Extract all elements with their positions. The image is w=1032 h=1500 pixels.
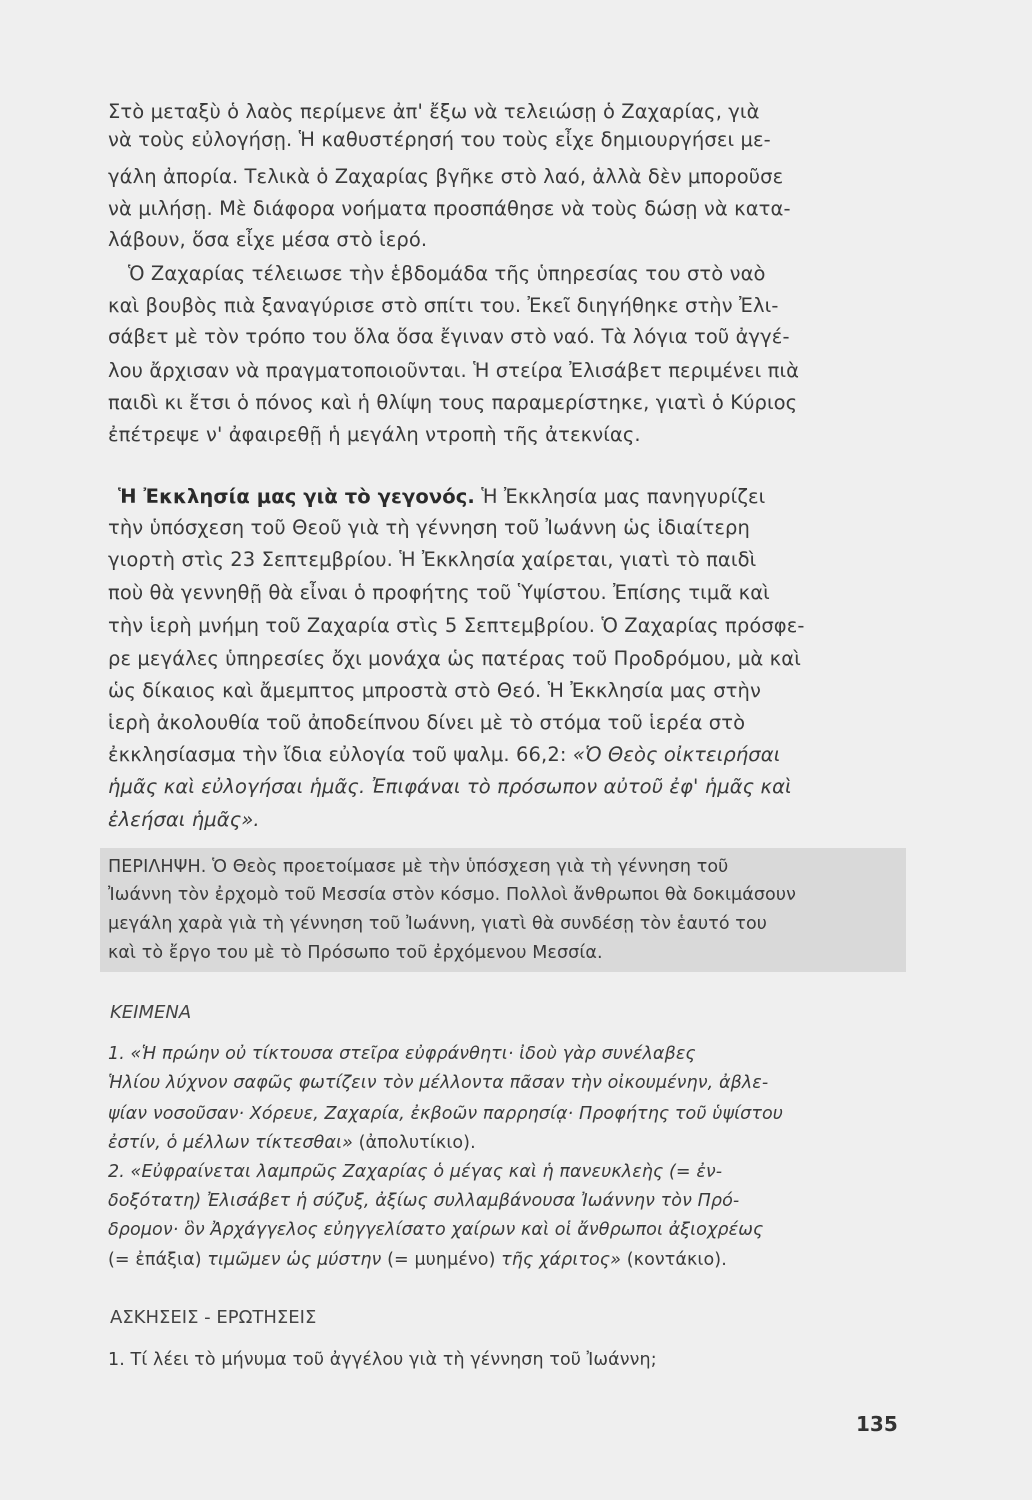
text-line: Ὁ Ζαχαρίας τέλειωσε τὴν ἑβδομάδα τῆς ὑπηρεσίας του στὸ ναὸ bbox=[128, 262, 766, 285]
texts-heading: ΚΕΙΜΕΝΑ bbox=[110, 1002, 192, 1023]
text-line: Στὸ μεταξὺ ὁ λαὸς περίμενε ἀπ' ἔξω νὰ τελειώσῃ ὁ Ζαχαρίας, γιὰ bbox=[108, 100, 760, 123]
text-line: μεγάλη χαρὰ γιὰ τὴ γέννηση τοῦ Ἰωάννη, γιατὶ θὰ συνδέσῃ τὸν ἑαυτό του bbox=[108, 914, 767, 934]
text-span: (= ἐπάξια) bbox=[108, 1250, 208, 1270]
text-line: καὶ βουβὸς πιὰ ξαναγύρισε στὸ σπίτι του. Ἐκεῖ διηγήθηκε στὴν Ἐλι- bbox=[108, 294, 779, 317]
page-number: 135 bbox=[856, 1412, 898, 1436]
text-line: ὡς δίκαιος καὶ ἄμεμπτος μπροστὰ στὸ Θεό. Ἡ Ἐκκλησία μας στὴν bbox=[108, 679, 761, 702]
text-line bbox=[108, 853, 898, 881]
text-line: λου ἄρχισαν νὰ πραγματοποιοῦνται. Ἡ στείρα Ἐλισάβετ περιμένει πιὰ bbox=[108, 359, 800, 382]
text-span: ἐστίν, ὁ μέλλων τίκτεσθαι» bbox=[108, 1133, 353, 1153]
text-line bbox=[108, 1129, 898, 1157]
text-line: παιδὶ κι ἔτσι ὁ πόνος καὶ ἡ θλίψη τους παραμερίστηκε, γιατὶ ὁ Κύριος bbox=[108, 391, 798, 414]
text-line: γιορτὴ στὶς 23 Σεπτεμβρίου. Ἡ Ἐκκλησία χαίρεται, γιατὶ τὸ παιδὶ bbox=[108, 548, 757, 571]
text-span: (ἀπολυτίκιο). bbox=[352, 1133, 476, 1153]
section-heading: Ἡ Ἐκκλησία μας γιὰ τὸ γεγονός. bbox=[118, 485, 475, 508]
exercises-heading: ΑΣΚΗΣΕΙΣ - ΕΡΩΤΗΣΕΙΣ bbox=[110, 1307, 317, 1328]
text-line: λάβουν, ὅσα εἶχε μέσα στὸ ἱερό. bbox=[108, 228, 428, 251]
text-line: δρομον· ὃν Ἀρχάγγελος εὐηγγελίσατο χαίρων καὶ οἱ ἄνθρωποι ἀξιοχρέως bbox=[108, 1220, 764, 1240]
text-line: νὰ μιλήσῃ. Μὲ διάφορα νοήματα προσπάθησε νὰ τοὺς δώσῃ νὰ κατα- bbox=[108, 197, 791, 220]
text-line: 1. «Ἡ πρώην οὐ τίκτουσα στεῖρα εὐφράνθητι· ἰδοὺ γὰρ συνέλαβες bbox=[108, 1044, 696, 1064]
text-span: (κοντάκιο). bbox=[621, 1250, 727, 1270]
text-line: ἐπέτρεψε ν' ἀφαιρεθῇ ἡ μεγάλη ντροπὴ τῆς ἀτεκνίας. bbox=[108, 423, 641, 446]
text-span: (= μυημένο) bbox=[381, 1250, 502, 1270]
text-line: δοξότατη) Ἐλισάβετ ἡ σύζυξ, ἀξίως συλλαμβάνουσα Ἰωάννην τὸν Πρό- bbox=[108, 1191, 740, 1211]
text-span: τιμῶμεν ὡς μύστην bbox=[207, 1250, 382, 1270]
text-line bbox=[108, 1246, 898, 1274]
text-span: Ἡ Ἐκκλησία μας πανηγυρίζει bbox=[474, 485, 766, 508]
text-line: ψίαν νοσοῦσαν· Χόρευε, Ζαχαρία, ἐκβοῶν παρρησίᾳ· Προφήτης τοῦ ὑψίστου bbox=[108, 1104, 784, 1124]
quote-line: ἐλεήσαι ἡμᾶς». bbox=[108, 808, 260, 831]
text-line: καὶ τὸ ἔργο του μὲ τὸ Πρόσωπο τοῦ ἐρχόμενου Μεσσία. bbox=[108, 943, 603, 963]
text-line: γάλη ἀπορία. Τελικὰ ὁ Ζαχαρίας βγῆκε στὸ λαό, ἀλλὰ δὲν μποροῦσε bbox=[108, 165, 784, 188]
text-line bbox=[108, 741, 898, 769]
text-line: Ἰωάννη τὸν ἐρχομὸ τοῦ Μεσσία στὸν κόσμο. Πολλοὶ ἄνθρωποι θὰ δοκιμάσουν bbox=[108, 885, 796, 905]
text-line: τὴν ἱερὴ μνήμη τοῦ Ζαχαρία στὶς 5 Σεπτεμβρίου. Ὁ Ζαχαρίας πρόσφε- bbox=[108, 614, 805, 637]
summary-label: ΠΕΡΙΛΗΨΗ. bbox=[108, 857, 207, 877]
quote-line: ἡμᾶς καὶ εὐλογήσαι ἡμᾶς. Ἐπιφάναι τὸ πρόσωπον αὐτοῦ ἐφ' ἡμᾶς καὶ bbox=[108, 775, 792, 798]
text-span: ἐκκλησίασμα τὴν ἴδια εὐλογία τοῦ ψαλμ. 66,2: bbox=[108, 743, 573, 766]
text-span: Ὁ Θεὸς προετοίμασε μὲ τὴν ὑπόσχεση γιὰ τὴ γέννηση τοῦ bbox=[206, 857, 729, 877]
text-line: νὰ τοὺς εὐλογήσῃ. Ἡ καθυστέρησή του τοὺς εἶχε δημιουργήσει με- bbox=[108, 128, 771, 151]
text-line: σάβετ μὲ τὸν τρόπο του ὅλα ὅσα ἔγιναν στὸ ναό. Τὰ λόγια τοῦ ἀγγέ- bbox=[108, 325, 790, 348]
text-line: ρε μεγάλες ὑπηρεσίες ὄχι μονάχα ὡς πατέρας τοῦ Προδρόμου, μὰ καὶ bbox=[108, 647, 801, 670]
text-line: ἱερὴ ἀκολουθία τοῦ ἀποδείπνου δίνει μὲ τὸ στόμα τοῦ ἱερέα στὸ bbox=[108, 711, 746, 734]
quote-span: «Ὁ Θεὸς οἰκτειρήσαι bbox=[572, 743, 781, 766]
text-line: Ἡλίου λύχνον σαφῶς φωτίζειν τὸν μέλλοντα πᾶσαν τὴν οἰκουμένην, ἀβλε- bbox=[108, 1073, 769, 1093]
text-line: ποὺ θὰ γεννηθῇ θὰ εἶναι ὁ προφήτης τοῦ Ὑψίστου. Ἐπίσης τιμᾶ καὶ bbox=[108, 581, 770, 604]
question-1: 1. Τί λέει τὸ μήνυμα τοῦ ἀγγέλου γιὰ τὴ γέννηση τοῦ Ἰωάννη; bbox=[108, 1350, 657, 1370]
text-line: τὴν ὑπόσχεση τοῦ Θεοῦ γιὰ τὴ γέννηση τοῦ Ἰωάννη ὡς ἰδιαίτερη bbox=[108, 516, 750, 539]
text-line bbox=[118, 483, 898, 511]
text-span: τῆς χάριτος» bbox=[501, 1250, 622, 1270]
text-line: 2. «Εὐφραίνεται λαμπρῶς Ζαχαρίας ὁ μέγας καὶ ἡ πανευκλεὴς (= ἐν- bbox=[108, 1162, 723, 1182]
